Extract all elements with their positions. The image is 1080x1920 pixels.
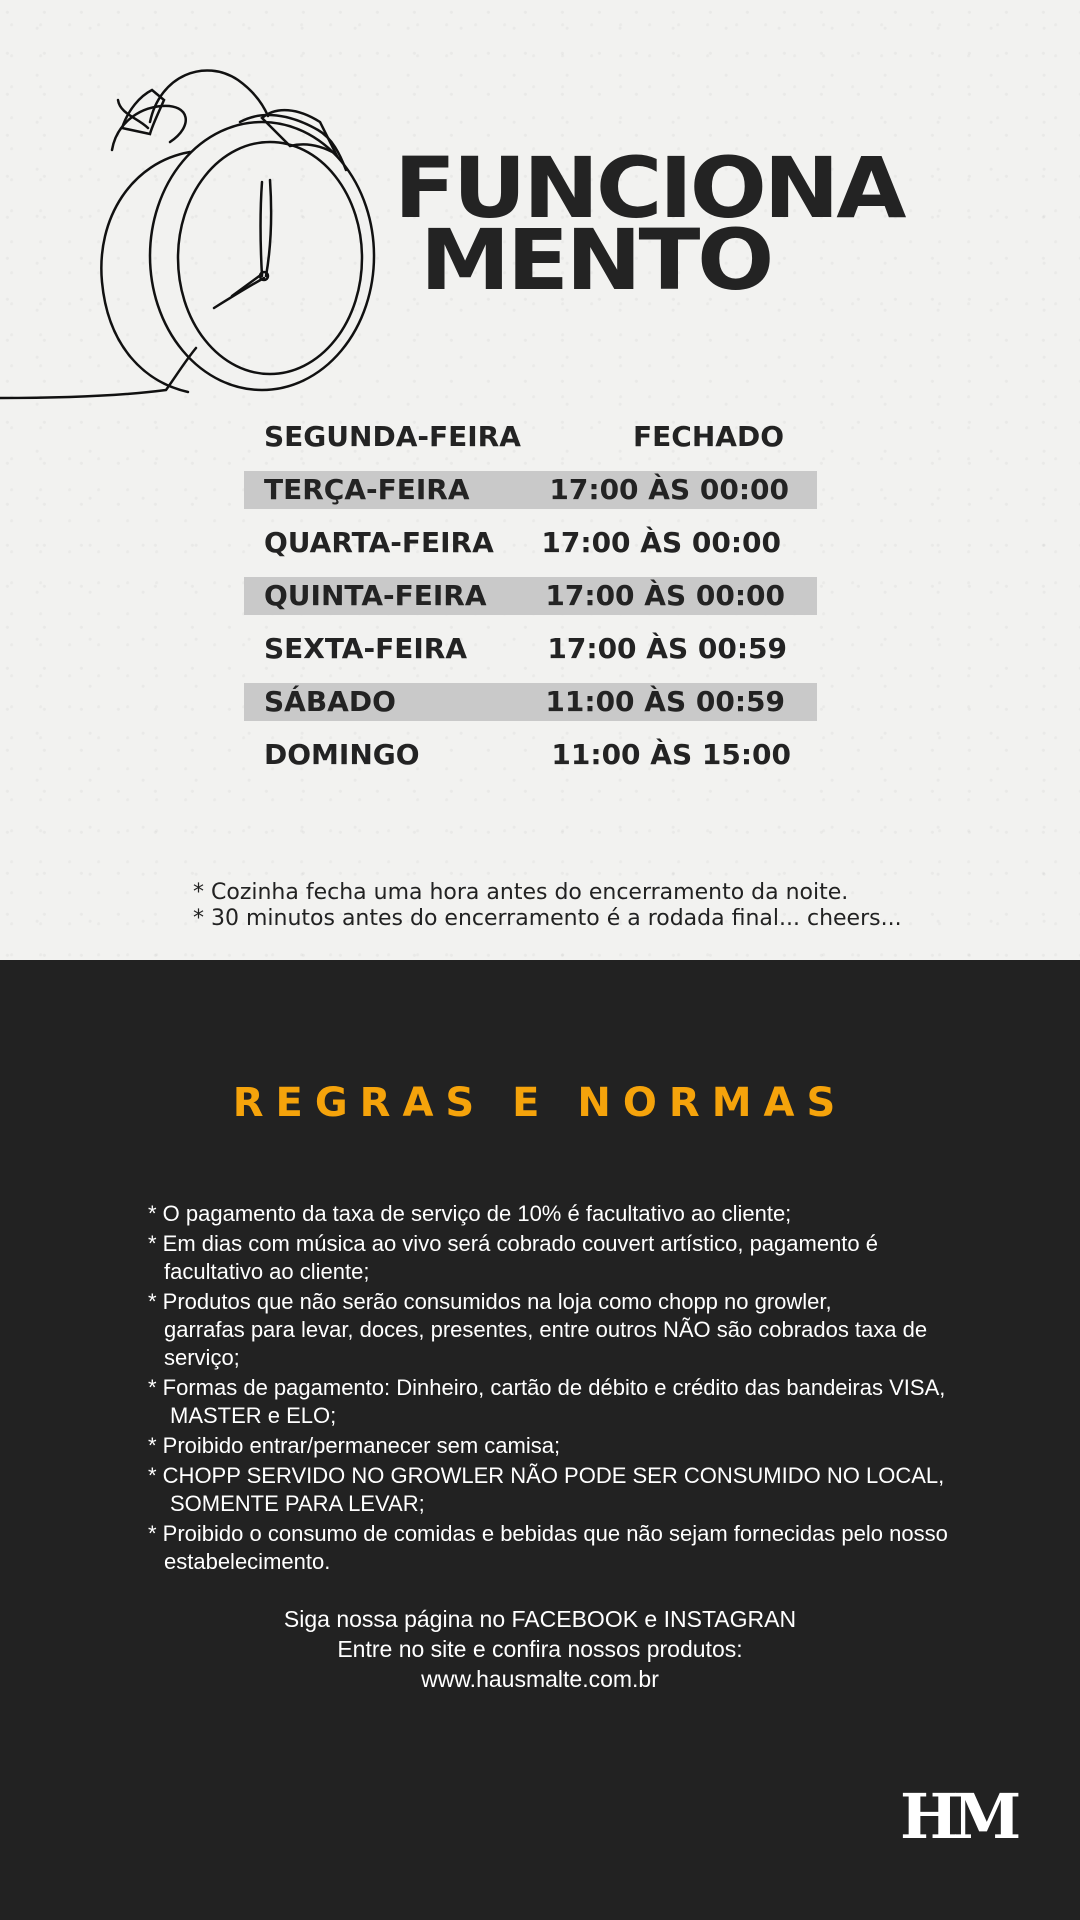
- schedule-hours: 11:00 ÀS 15:00: [551, 738, 791, 771]
- social-follow-text: Siga nossa página no FACEBOOK e INSTAGRAN: [283, 1606, 797, 1632]
- schedule-day: SÁBADO: [264, 685, 396, 718]
- rule-text-continued: facultativo ao cliente;: [164, 1259, 370, 1284]
- schedule-hours: 17:00 ÀS 00:00: [545, 579, 785, 612]
- rule-item: [148, 1462, 968, 1518]
- rule-text-continued: MASTER e ELO;: [170, 1403, 337, 1428]
- rule-item: [148, 1288, 968, 1372]
- rule-item: [148, 1230, 968, 1286]
- schedule-day: QUARTA-FEIRA: [264, 526, 494, 559]
- social-info: [0, 1604, 1080, 1694]
- rule-text: * Proibido entrar/permanecer sem camisa;: [148, 1433, 561, 1458]
- schedule-hours: 17:00 ÀS 00:59: [547, 632, 787, 665]
- schedule-hours: 17:00 ÀS 00:00: [549, 473, 789, 506]
- site-invite-text: Entre no site e confira nossos produtos:: [337, 1636, 743, 1662]
- last-call-note: * 30 minutos antes do encerramento é a rodada final... cheers...: [193, 906, 902, 931]
- schedule-hours: 11:00 ÀS 00:59: [545, 685, 785, 718]
- rule-text-continued: estabelecimento.: [164, 1549, 331, 1574]
- rule-item: [148, 1200, 968, 1228]
- page-title-line1: FUNCIONA: [394, 139, 904, 237]
- schedule-row: [244, 736, 817, 774]
- rule-text: * Produtos que não serão consumidos na loja como chopp no growler,: [148, 1289, 832, 1314]
- rules-title: REGRAS E NORMAS: [232, 1080, 848, 1126]
- kitchen-note: * Cozinha fecha uma hora antes do encerramento da noite.: [193, 880, 849, 905]
- schedule-row: [244, 577, 817, 615]
- schedule-row: [244, 683, 817, 721]
- website-link[interactable]: www.hausmalte.com.br: [421, 1666, 659, 1692]
- rule-item: [148, 1520, 968, 1576]
- schedule-day: SEXTA-FEIRA: [264, 632, 467, 665]
- rule-item: [148, 1374, 968, 1430]
- schedule-day: QUINTA-FEIRA: [264, 579, 487, 612]
- rule-text: * Proibido o consumo de comidas e bebidas que não sejam fornecidas pelo nosso: [148, 1521, 948, 1546]
- schedule-hours: FECHADO: [633, 420, 784, 453]
- rules-list: [148, 1200, 968, 1578]
- rule-text-continued: garrafas para levar, doces, presentes, entre outros NÃO são cobrados taxa de serviço;: [164, 1317, 928, 1370]
- rule-text: * Em dias com música ao vivo será cobrado couvert artístico, pagamento é: [148, 1231, 879, 1256]
- rule-text: * O pagamento da taxa de serviço de 10% é facultativo ao cliente;: [148, 1201, 792, 1226]
- schedule-day: DOMINGO: [264, 738, 420, 771]
- schedule-day: TERÇA-FEIRA: [264, 473, 470, 506]
- page-title-line2: MENTO: [420, 211, 771, 309]
- brand-logo: HM: [900, 1780, 1016, 1853]
- schedule-row: [244, 524, 817, 562]
- schedule-row: [244, 418, 817, 456]
- schedule-row: [244, 630, 817, 668]
- schedule-hours: 17:00 ÀS 00:00: [541, 526, 781, 559]
- rule-text: * CHOPP SERVIDO NO GROWLER NÃO PODE SER CONSUMIDO NO LOCAL,: [148, 1463, 945, 1488]
- rule-text-continued: SOMENTE PARA LEVAR;: [170, 1491, 425, 1516]
- schedule-day: SEGUNDA-FEIRA: [264, 420, 521, 453]
- rule-text: * Formas de pagamento: Dinheiro, cartão de débito e crédito das bandeiras VISA,: [148, 1375, 946, 1400]
- schedule-row: [244, 471, 817, 509]
- alarm-clock-icon: [0, 30, 400, 400]
- rule-item: [148, 1432, 968, 1460]
